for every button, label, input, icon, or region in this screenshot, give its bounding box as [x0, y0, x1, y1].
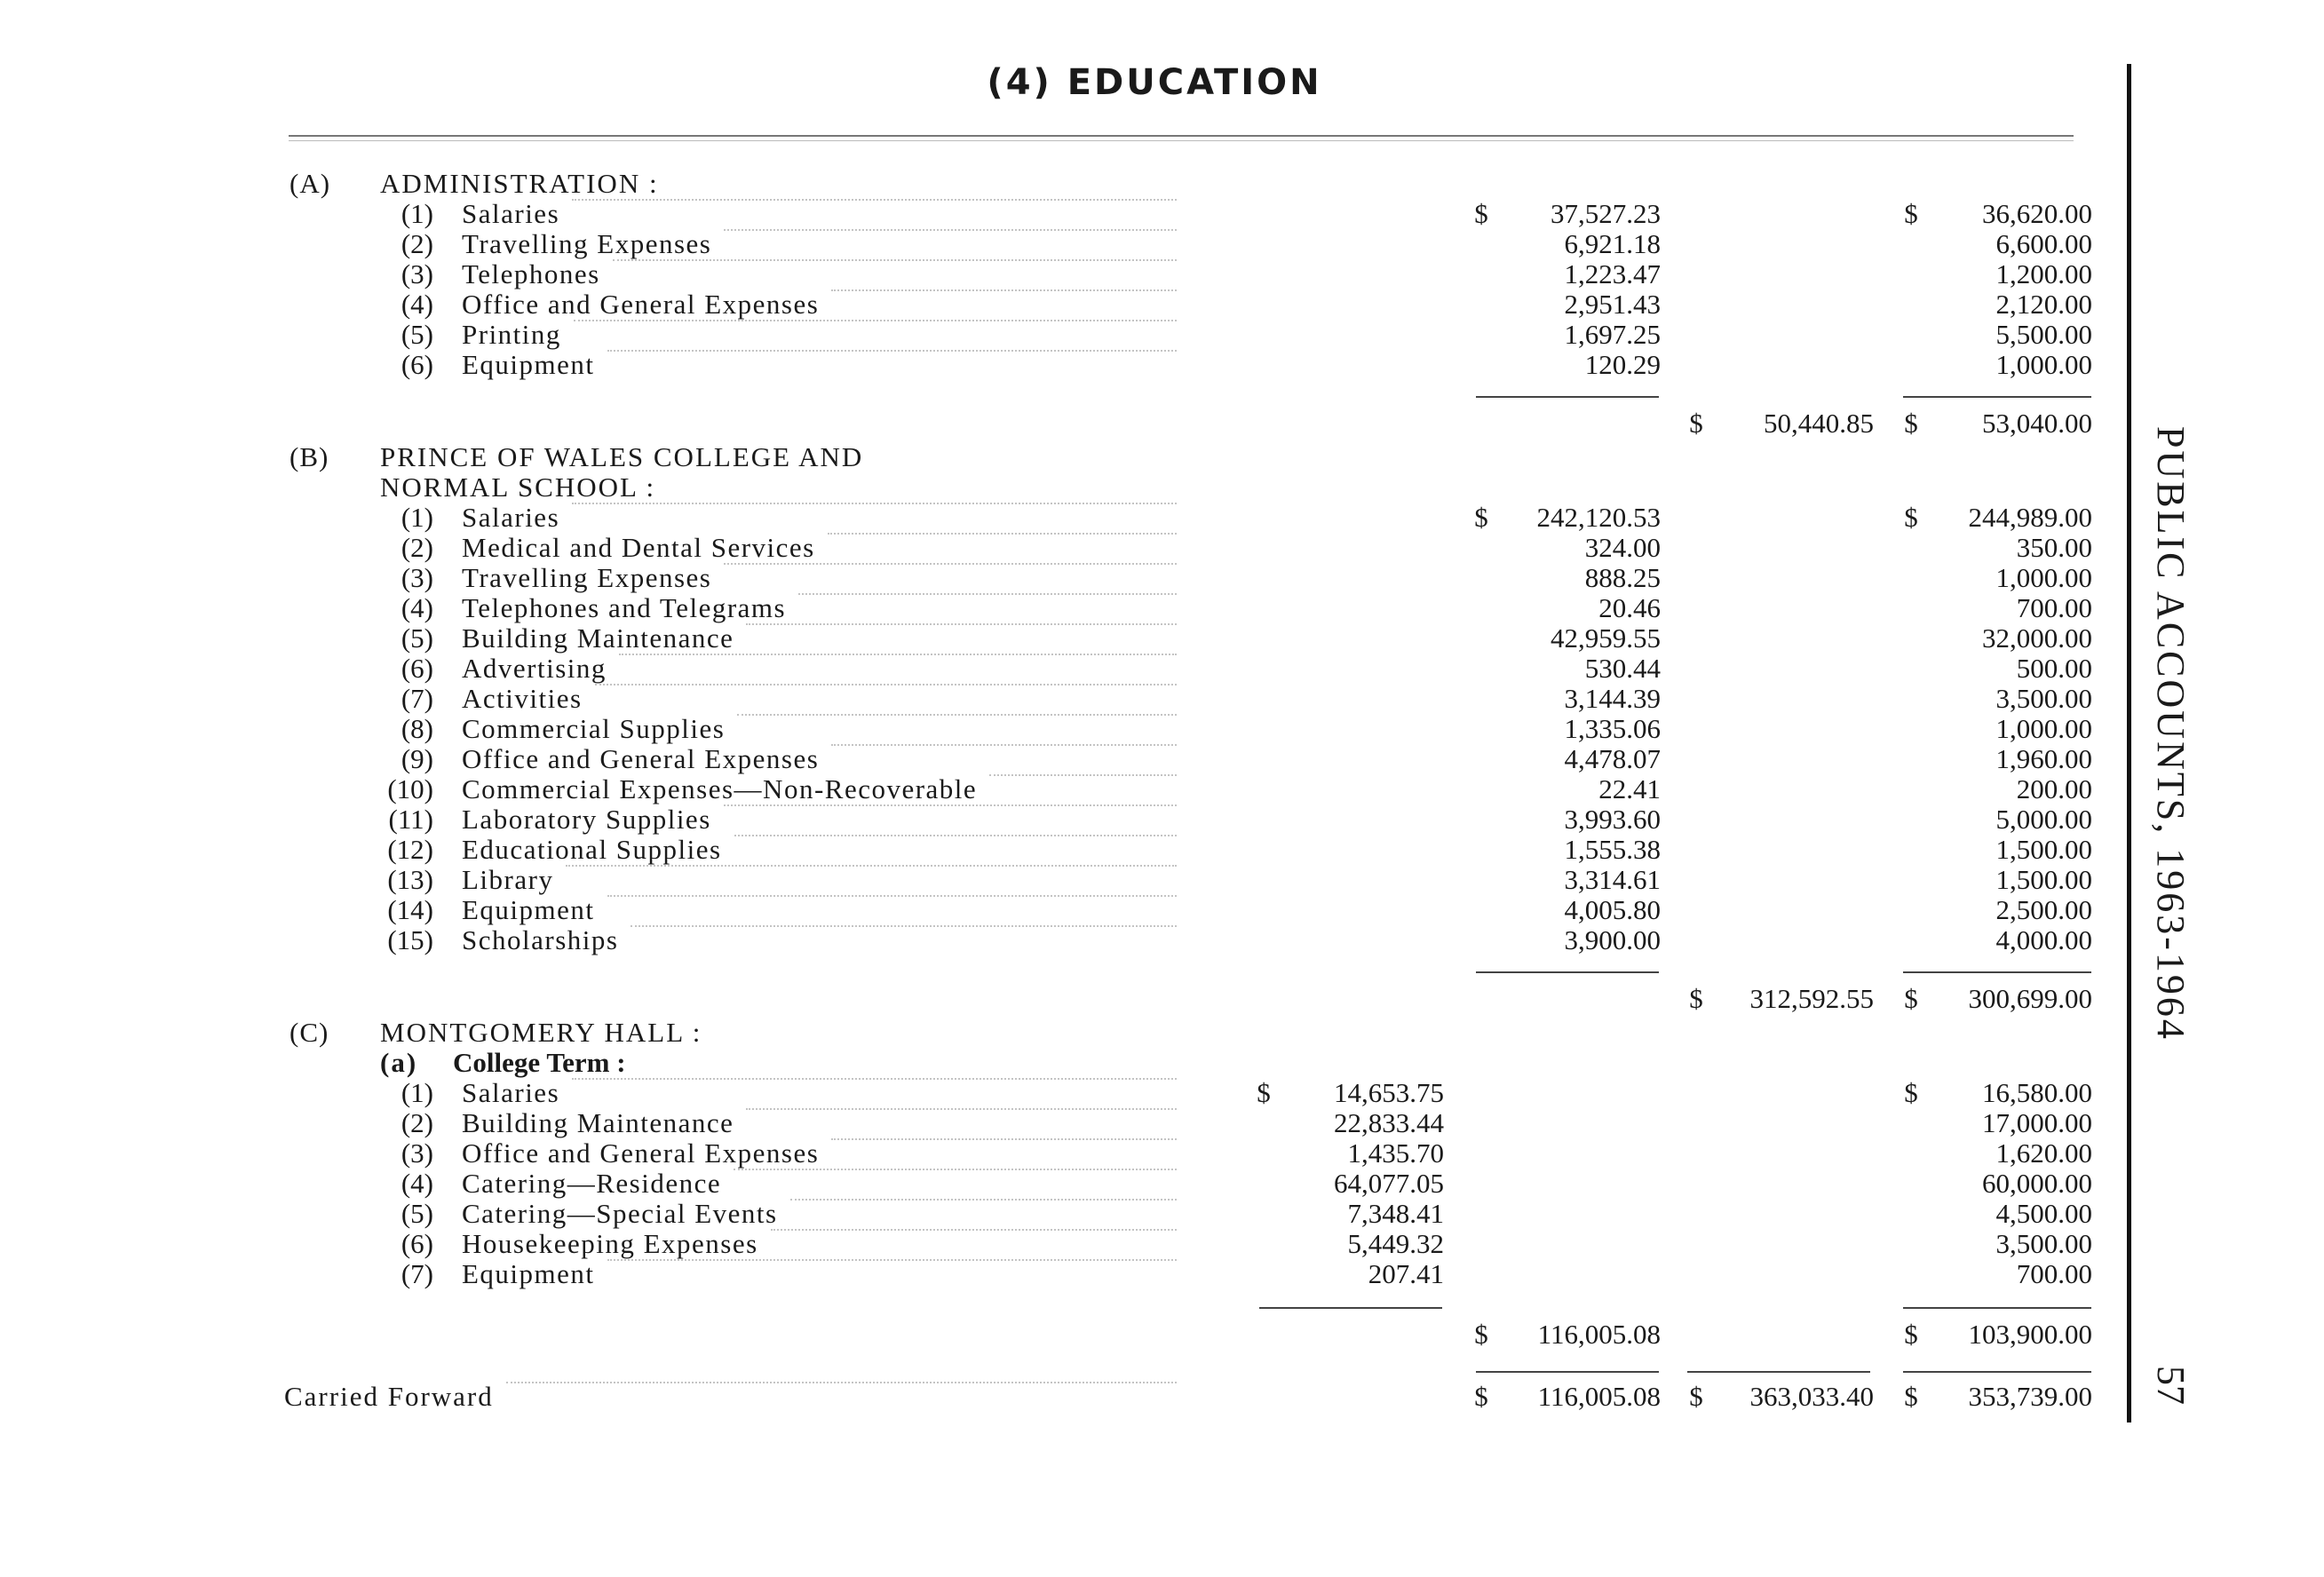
dot-leader — [737, 714, 1177, 716]
item-number: (5) — [401, 319, 433, 350]
estimate-amount: 32,000.00 — [1982, 622, 2092, 654]
dot-leader — [828, 533, 1177, 535]
total-amount: 312,592.55 — [1749, 983, 1874, 1014]
actual-amount: 20.46 — [1598, 592, 1661, 623]
item-number: (3) — [401, 258, 433, 289]
item-description: Telephones and Telegrams — [462, 592, 787, 623]
item-number: (4) — [401, 1168, 433, 1199]
carried-forward-amount: 363,033.40 — [1749, 1381, 1874, 1412]
underline — [1903, 1371, 2091, 1373]
section-heading-continued — [0, 472, 2324, 503]
currency-symbol: $ — [1474, 502, 1488, 533]
item-number: (12) — [387, 834, 433, 865]
actual-amount: 64,077.05 — [1334, 1168, 1444, 1199]
currency-symbol: $ — [1904, 1381, 1918, 1412]
section-heading — [0, 442, 2324, 472]
actual-amount: 530.44 — [1584, 653, 1661, 684]
currency-symbol: $ — [1474, 1319, 1488, 1350]
item-description: Educational Supplies — [462, 834, 722, 865]
actual-amount: 207.41 — [1368, 1258, 1444, 1289]
item-description: Equipment — [462, 349, 595, 380]
underline — [1903, 1307, 2091, 1309]
item-description: Catering—Residence — [462, 1168, 722, 1199]
table-row — [0, 744, 2324, 774]
section-letter: (C) — [290, 1017, 329, 1048]
item-description: Building Maintenance — [462, 622, 734, 654]
actual-amount: 3,144.39 — [1564, 683, 1661, 714]
item-number: (1) — [401, 1077, 433, 1108]
item-description: Medical and Dental Services — [462, 532, 815, 563]
item-number: (7) — [401, 1258, 433, 1289]
actual-amount: 1,223.47 — [1564, 258, 1661, 289]
table-row — [0, 1259, 2324, 1289]
dot-leader — [724, 804, 1177, 806]
dot-leader — [798, 593, 1177, 595]
item-description: Commercial Supplies — [462, 713, 726, 744]
actual-amount: 4,005.80 — [1564, 894, 1661, 925]
currency-symbol: $ — [1904, 1319, 1918, 1350]
actual-amount: 888.25 — [1584, 562, 1661, 593]
actual-amount: 14,653.75 — [1334, 1077, 1444, 1108]
table-row — [0, 1169, 2324, 1199]
actual-amount: 1,435.70 — [1347, 1137, 1444, 1169]
header-rule — [289, 135, 2074, 137]
estimate-amount: 500.00 — [2016, 653, 2092, 684]
dot-leader — [746, 623, 1177, 625]
item-number: (1) — [401, 198, 433, 229]
dot-leader — [790, 1199, 1177, 1201]
section-title: ADMINISTRATION : — [380, 168, 659, 199]
table-row — [0, 925, 2324, 955]
dot-leader — [572, 1078, 1177, 1080]
item-number: (3) — [401, 562, 433, 593]
actual-amount: 37,527.23 — [1551, 198, 1661, 229]
section-total — [0, 408, 2324, 439]
carried-forward-amount: 353,739.00 — [1968, 1381, 2092, 1412]
table-row — [0, 804, 2324, 835]
page-number: 57 — [2149, 1366, 2193, 1405]
item-description: Office and General Expenses — [462, 1137, 820, 1169]
dot-leader — [734, 1169, 1177, 1170]
dot-leader — [595, 684, 1177, 685]
table-row — [0, 1078, 2324, 1108]
table-row — [0, 654, 2324, 684]
estimate-amount: 6,600.00 — [1995, 228, 2092, 259]
subsection-number: (a) — [380, 1047, 418, 1078]
estimate-amount: 4,500.00 — [1995, 1198, 2092, 1229]
dot-leader — [631, 925, 1177, 927]
actual-amount: 2,951.43 — [1564, 289, 1661, 320]
header-rule-thin — [289, 140, 2074, 141]
item-description: Laboratory Supplies — [462, 804, 711, 835]
table-row — [0, 503, 2324, 533]
section-letter: (A) — [290, 168, 331, 199]
estimate-amount: 5,000.00 — [1995, 804, 2092, 835]
dot-leader — [724, 229, 1177, 231]
table-row — [0, 199, 2324, 229]
item-number: (1) — [401, 502, 433, 533]
currency-symbol: $ — [1474, 198, 1488, 229]
item-description: Scholarships — [462, 924, 619, 955]
item-number: (10) — [387, 773, 433, 804]
estimate-amount: 17,000.00 — [1982, 1107, 2092, 1138]
dot-leader — [831, 289, 1177, 291]
subsection-title: College Term : — [453, 1047, 626, 1078]
section-heading — [0, 1018, 2324, 1048]
total-amount: 50,440.85 — [1764, 408, 1874, 439]
currency-symbol: $ — [1904, 408, 1918, 439]
item-number: (2) — [401, 1107, 433, 1138]
estimate-amount: 1,960.00 — [1995, 743, 2092, 774]
section-heading — [0, 169, 2324, 199]
estimate-amount: 36,620.00 — [1982, 198, 2092, 229]
dot-leader — [607, 895, 1177, 897]
table-row — [0, 229, 2324, 259]
item-description: Catering—Special Events — [462, 1198, 778, 1229]
item-number: (3) — [401, 1137, 433, 1169]
item-description: Equipment — [462, 894, 595, 925]
item-description: Salaries — [462, 1077, 560, 1108]
actual-amount: 324.00 — [1584, 532, 1661, 563]
estimate-amount: 350.00 — [2016, 532, 2092, 563]
item-description: Housekeeping Expenses — [462, 1228, 758, 1259]
table-row — [0, 350, 2324, 380]
item-description: Equipment — [462, 1258, 595, 1289]
carried-forward-amount: 116,005.08 — [1537, 1381, 1661, 1412]
actual-amount: 1,555.38 — [1564, 834, 1661, 865]
dot-leader — [746, 1108, 1177, 1110]
item-number: (9) — [401, 743, 433, 774]
estimate-amount: 1,500.00 — [1995, 834, 2092, 865]
dot-leader — [566, 865, 1177, 867]
dot-leader — [607, 1259, 1177, 1261]
item-description: Building Maintenance — [462, 1107, 734, 1138]
table-row — [0, 563, 2324, 593]
estimate-amount: 60,000.00 — [1982, 1168, 2092, 1199]
subsection-heading — [0, 1048, 2324, 1078]
dot-leader — [506, 1382, 1177, 1383]
actual-amount: 22.41 — [1598, 773, 1661, 804]
item-description: Activities — [462, 683, 583, 714]
table-row — [0, 259, 2324, 289]
dot-leader — [831, 744, 1177, 746]
item-description: Office and General Expenses — [462, 289, 820, 320]
estimate-amount: 200.00 — [2016, 773, 2092, 804]
item-description: Salaries — [462, 502, 560, 533]
estimate-amount: 1,000.00 — [1995, 562, 2092, 593]
item-description: Travelling Expenses — [462, 228, 712, 259]
currency-symbol: $ — [1689, 408, 1703, 439]
actual-amount: 120.29 — [1584, 349, 1661, 380]
item-number: (4) — [401, 592, 433, 623]
actual-amount: 3,993.60 — [1564, 804, 1661, 835]
item-number: (13) — [387, 864, 433, 895]
estimate-amount: 3,500.00 — [1995, 683, 2092, 714]
table-row — [0, 1229, 2324, 1259]
section-title: PRINCE OF WALES COLLEGE AND — [380, 441, 864, 472]
item-description: Travelling Expenses — [462, 562, 712, 593]
estimate-amount: 700.00 — [2016, 1258, 2092, 1289]
table-row — [0, 1138, 2324, 1169]
dot-leader — [734, 835, 1177, 836]
item-number: (6) — [401, 349, 433, 380]
running-header: PUBLIC ACCOUNTS, 1963-1964 — [2149, 426, 2193, 1042]
dot-leader — [989, 774, 1177, 776]
table-row — [0, 289, 2324, 320]
estimate-amount: 1,200.00 — [1995, 258, 2092, 289]
table-row — [0, 623, 2324, 654]
section-title: NORMAL SCHOOL : — [380, 472, 656, 503]
underline — [1687, 1371, 1870, 1373]
actual-amount: 1,335.06 — [1564, 713, 1661, 744]
actual-amount: 22,833.44 — [1334, 1107, 1444, 1138]
currency-symbol: $ — [1257, 1077, 1271, 1108]
subsection-total — [0, 1319, 2324, 1350]
currency-symbol: $ — [1904, 198, 1918, 229]
table-row — [0, 684, 2324, 714]
section-total — [0, 984, 2324, 1014]
table-row — [0, 1108, 2324, 1138]
section-title: MONTGOMERY HALL : — [380, 1017, 702, 1048]
dot-leader — [724, 563, 1177, 565]
item-description: Printing — [462, 319, 561, 350]
item-description: Library — [462, 864, 554, 895]
item-number: (15) — [387, 924, 433, 955]
underline — [1476, 1371, 1659, 1373]
carried-forward-label: Carried Forward — [284, 1381, 494, 1412]
item-number: (14) — [387, 894, 433, 925]
table-row — [0, 320, 2324, 350]
item-number: (7) — [401, 683, 433, 714]
underline — [1476, 971, 1659, 973]
estimate-amount: 3,500.00 — [1995, 1228, 2092, 1259]
estimate-amount: 1,000.00 — [1995, 713, 2092, 744]
underline — [1903, 396, 2091, 398]
estimate-amount: 1,500.00 — [1995, 864, 2092, 895]
dot-leader — [619, 654, 1177, 655]
item-number: (2) — [401, 228, 433, 259]
table-row — [0, 714, 2324, 744]
carried-forward-row — [0, 1382, 2324, 1412]
estimate-amount: 1,620.00 — [1995, 1137, 2092, 1169]
currency-symbol: $ — [1689, 1381, 1703, 1412]
item-description: Advertising — [462, 653, 607, 684]
actual-amount: 3,314.61 — [1564, 864, 1661, 895]
estimate-amount: 4,000.00 — [1995, 924, 2092, 955]
dot-leader — [572, 199, 1177, 201]
total-estimate: 103,900.00 — [1968, 1319, 2092, 1350]
actual-amount: 4,478.07 — [1564, 743, 1661, 774]
section-letter: (B) — [290, 441, 329, 472]
table-row — [0, 533, 2324, 563]
item-number: (2) — [401, 532, 433, 563]
total-estimate: 300,699.00 — [1968, 983, 2092, 1014]
table-row — [0, 1199, 2324, 1229]
dot-leader — [613, 259, 1177, 261]
table-row — [0, 774, 2324, 804]
total-amount: 116,005.08 — [1537, 1319, 1661, 1350]
actual-amount: 3,900.00 — [1564, 924, 1661, 955]
item-number: (11) — [388, 804, 433, 835]
estimate-amount: 2,500.00 — [1995, 894, 2092, 925]
actual-amount: 7,348.41 — [1347, 1198, 1444, 1229]
item-number: (6) — [401, 1228, 433, 1259]
item-number: (6) — [401, 653, 433, 684]
underline — [1903, 971, 2091, 973]
table-row — [0, 593, 2324, 623]
item-description: Office and General Expenses — [462, 743, 820, 774]
currency-symbol: $ — [1904, 983, 1918, 1014]
item-description: Telephones — [462, 258, 600, 289]
dot-leader — [574, 320, 1177, 321]
item-number: (5) — [401, 622, 433, 654]
page-title: (4) EDUCATION — [987, 62, 1322, 103]
item-number: (8) — [401, 713, 433, 744]
dot-leader — [771, 1229, 1177, 1231]
estimate-amount: 16,580.00 — [1982, 1077, 2092, 1108]
estimate-amount: 700.00 — [2016, 592, 2092, 623]
actual-amount: 6,921.18 — [1564, 228, 1661, 259]
item-number: (4) — [401, 289, 433, 320]
underline — [1476, 396, 1659, 398]
currency-symbol: $ — [1904, 1077, 1918, 1108]
actual-amount: 5,449.32 — [1347, 1228, 1444, 1259]
underline — [1259, 1307, 1442, 1309]
table-row — [0, 865, 2324, 895]
currency-symbol: $ — [1904, 502, 1918, 533]
estimate-amount: 2,120.00 — [1995, 289, 2092, 320]
item-description: Salaries — [462, 198, 560, 229]
item-description: Commercial Expenses—Non-Recoverable — [462, 773, 978, 804]
dot-leader — [831, 1138, 1177, 1140]
dot-leader — [607, 350, 1177, 352]
currency-symbol: $ — [1689, 983, 1703, 1014]
currency-symbol: $ — [1474, 1381, 1488, 1412]
table-row — [0, 835, 2324, 865]
total-estimate: 53,040.00 — [1982, 408, 2092, 439]
estimate-amount: 5,500.00 — [1995, 319, 2092, 350]
actual-amount: 242,120.53 — [1536, 502, 1661, 533]
item-number: (5) — [401, 1198, 433, 1229]
estimate-amount: 1,000.00 — [1995, 349, 2092, 380]
actual-amount: 42,959.55 — [1551, 622, 1661, 654]
estimate-amount: 244,989.00 — [1968, 502, 2092, 533]
actual-amount: 1,697.25 — [1564, 319, 1661, 350]
dot-leader — [572, 503, 1177, 504]
table-row — [0, 895, 2324, 925]
